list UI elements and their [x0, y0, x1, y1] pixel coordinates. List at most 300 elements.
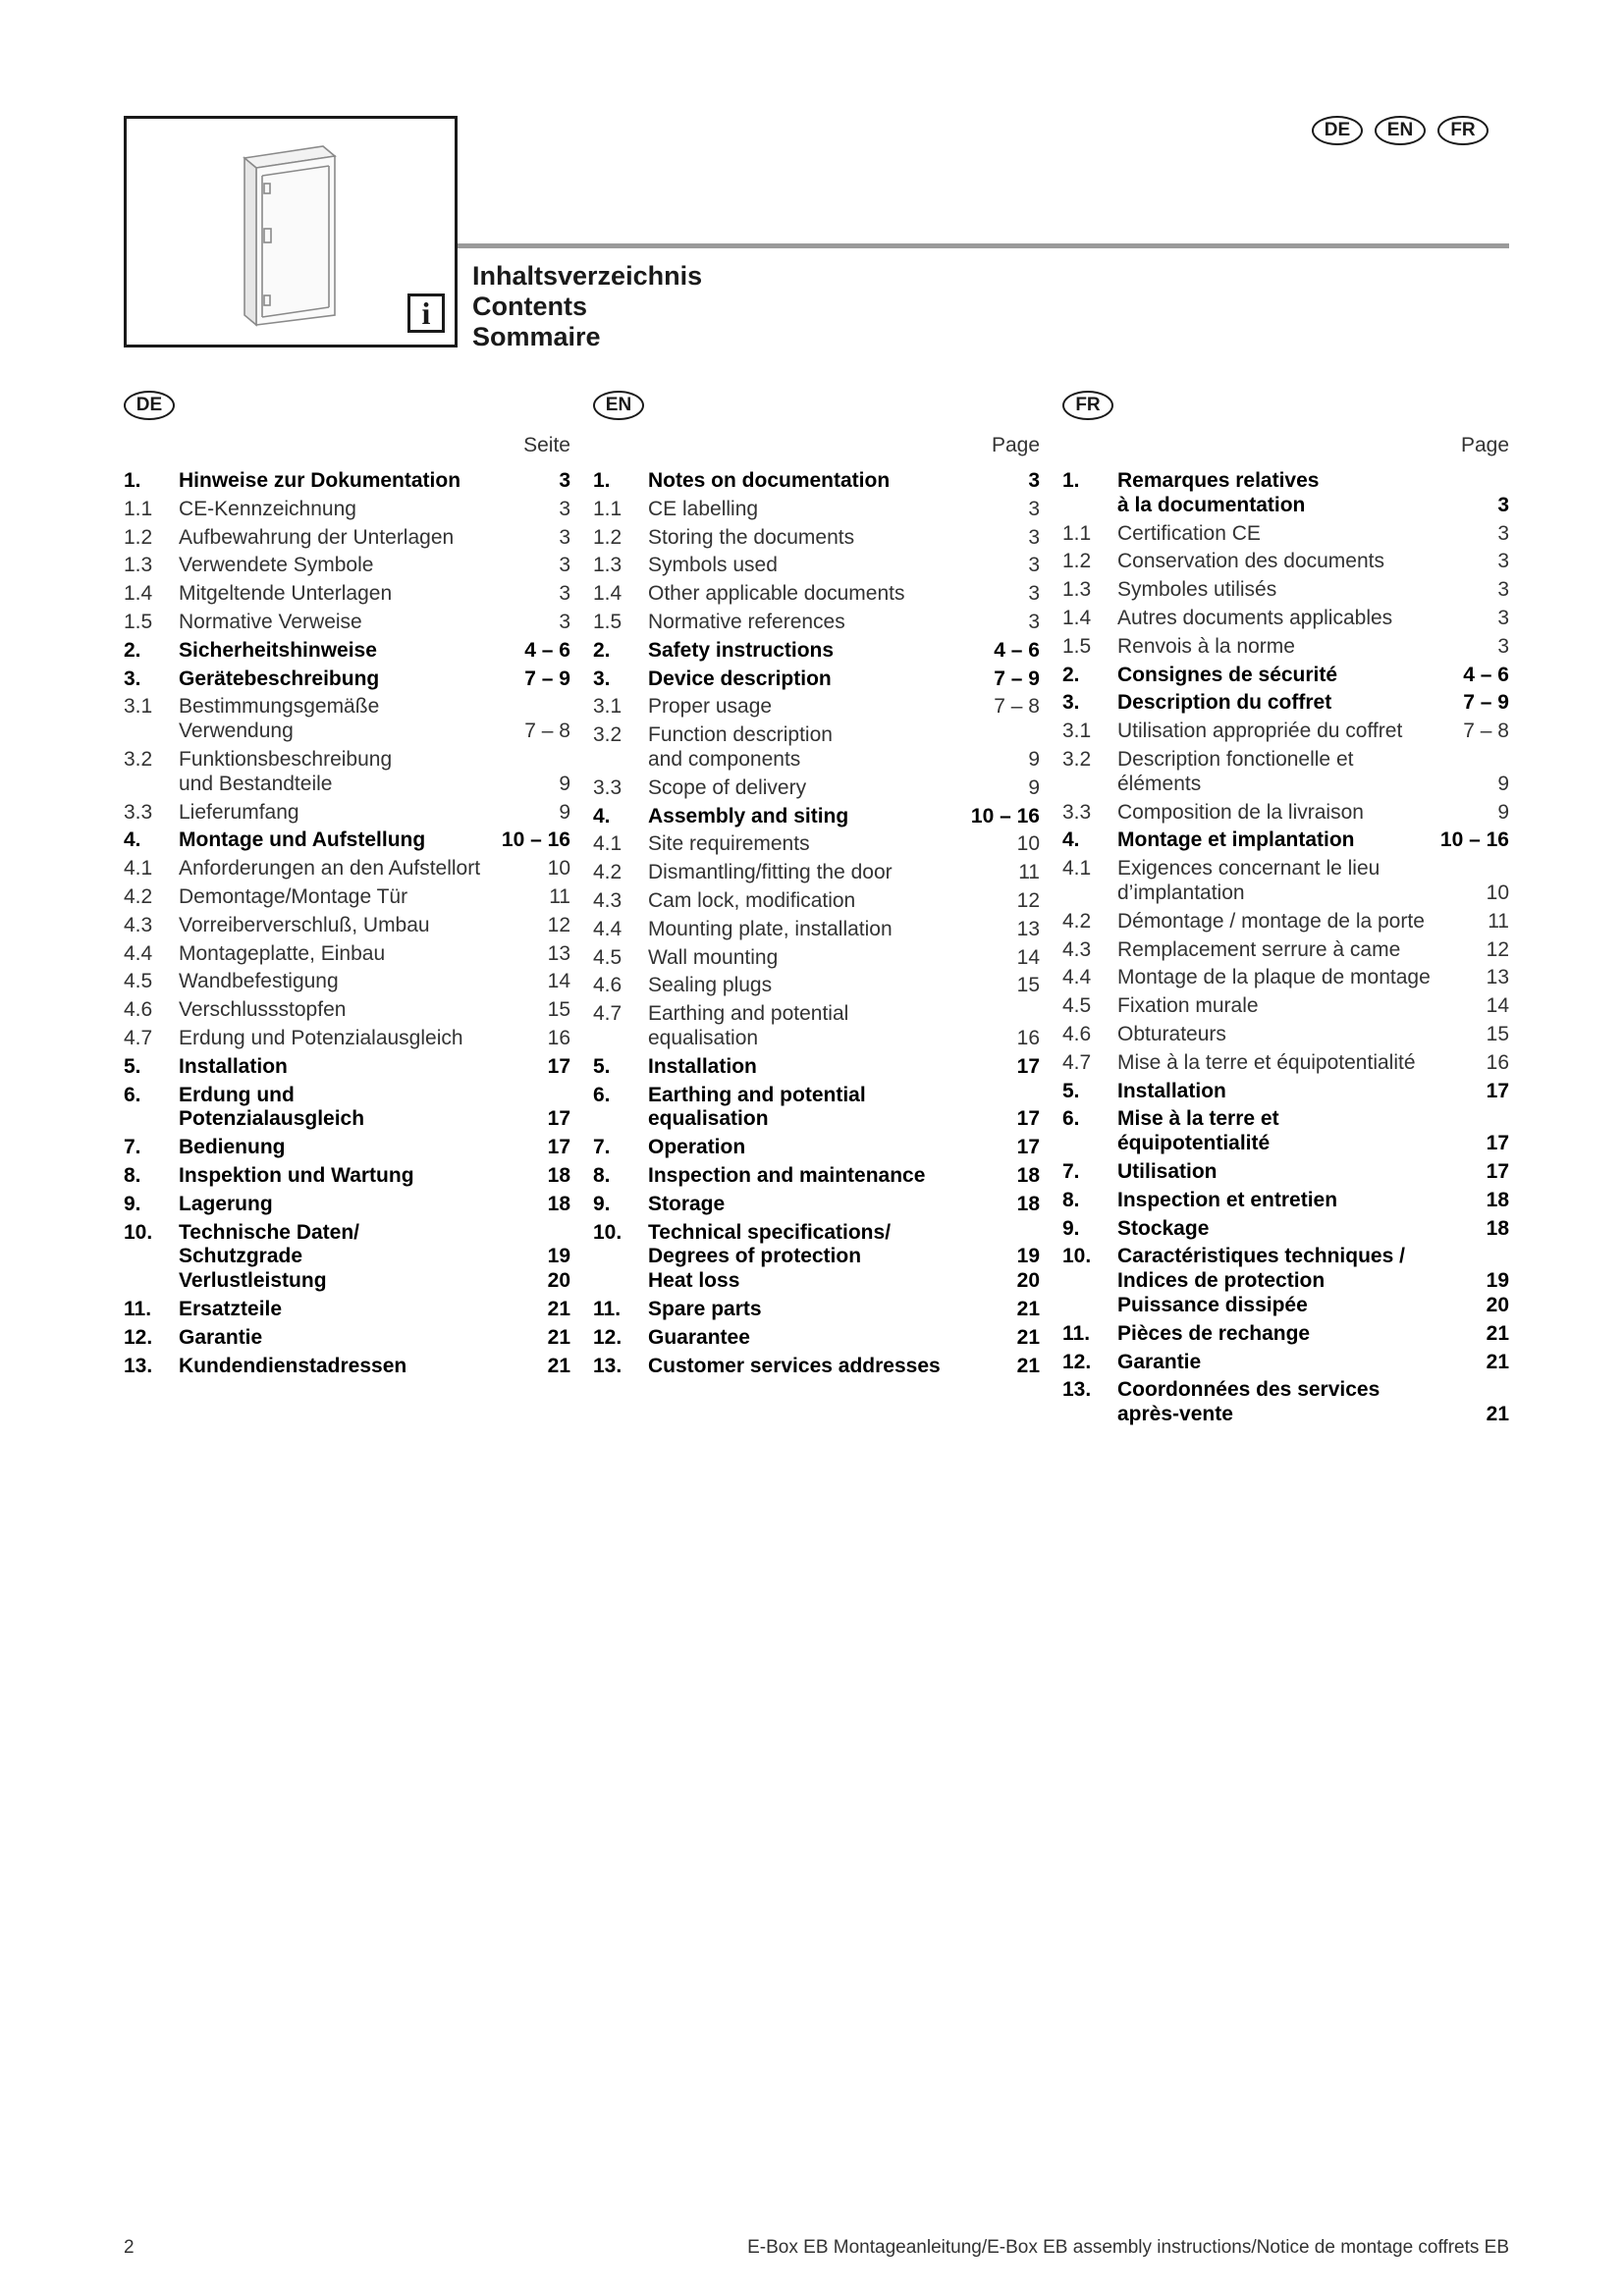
section-title: Wall mounting	[648, 945, 779, 969]
page-reference: 21	[1016, 1325, 1040, 1349]
page-reference: 21	[1016, 1354, 1040, 1377]
toc-entry	[593, 580, 1040, 609]
page-reference: 9	[1028, 747, 1040, 771]
section-number: 13.	[1062, 1378, 1092, 1402]
toc-entry	[593, 1353, 1040, 1381]
toc-entry	[124, 552, 570, 580]
section-title: Mounting plate, installation	[648, 917, 893, 940]
section-number: 1.5	[593, 610, 623, 633]
page-reference: 3	[1497, 521, 1509, 545]
page-reference: 15	[1486, 1022, 1509, 1045]
section-title: Fixation murale	[1117, 994, 1259, 1018]
section-number: 7.	[1062, 1159, 1080, 1183]
section-title: Inspection and maintenance	[648, 1163, 926, 1187]
section-number: 6.	[1062, 1107, 1080, 1131]
toc-entry	[124, 1162, 570, 1191]
section-number: 4.2	[1062, 909, 1092, 933]
section-title: Earthing and potential equalisation	[648, 1083, 866, 1131]
section-title: Exigences concernant le lieu d’implantation	[1117, 857, 1380, 904]
section-title: Dismantling/fitting the door	[648, 861, 893, 884]
section-number: 4.4	[593, 917, 623, 940]
toc-column-fr	[1062, 391, 1509, 1429]
page-reference: 7 – 8	[1463, 720, 1509, 743]
toc-entry	[124, 940, 570, 969]
section-title: Device description	[648, 667, 832, 690]
page-reference: 21	[1016, 1297, 1040, 1320]
toc-entry	[124, 1053, 570, 1082]
column-lang-badge: FR	[1062, 391, 1113, 420]
page-reference: 18	[1486, 1216, 1509, 1240]
section-title: Certification CE	[1117, 521, 1261, 545]
page-reference: 3	[1028, 554, 1040, 577]
section-title: Installation	[1117, 1079, 1226, 1102]
toc-entry	[124, 1191, 570, 1219]
page-reference: 3	[1497, 634, 1509, 658]
section-number: 4.7	[124, 1026, 153, 1049]
section-number: 1.1	[124, 497, 153, 520]
toc-entry	[124, 799, 570, 828]
page-reference: 7 – 9	[1463, 691, 1509, 715]
toc-entry	[593, 944, 1040, 973]
section-title: Inspektion und Wartung	[179, 1163, 414, 1187]
section-title: Démontage / montage de la porte	[1117, 909, 1425, 933]
page-reference: 18	[547, 1163, 570, 1187]
section-title: Installation	[179, 1054, 288, 1078]
section-number: 13.	[593, 1354, 623, 1377]
toc-entry	[1062, 992, 1509, 1021]
page-reference: 13	[1486, 966, 1509, 989]
toc-entry	[124, 496, 570, 524]
page-reference: 19 20	[1486, 1269, 1509, 1316]
page-reference: 11	[1488, 909, 1509, 933]
page-number: 2	[124, 2237, 135, 2258]
section-title: Description du coffret	[1117, 691, 1332, 715]
section-number: 13.	[124, 1354, 153, 1377]
section-title: Cam lock, modification	[648, 888, 856, 912]
section-title: Caractéristiques techniques / Indices de protection Puissance dissipée	[1117, 1245, 1405, 1316]
section-title: Autres documents applicables	[1117, 606, 1393, 629]
toc-entry	[124, 912, 570, 940]
page-reference: 3	[1028, 469, 1040, 492]
section-title: Mise à la terre et équipotentialité	[1117, 1050, 1416, 1074]
section-title: Garantie	[179, 1325, 263, 1349]
section-number: 1.1	[1062, 521, 1092, 545]
page-reference: 11	[549, 884, 570, 908]
toc-entry	[1062, 467, 1509, 520]
toc-entry	[593, 1134, 1040, 1162]
page-reference: 3	[559, 610, 570, 633]
section-number: 1.1	[593, 497, 623, 520]
page-reference: 10 – 16	[501, 828, 570, 852]
toc-entry	[593, 1162, 1040, 1191]
section-number: 4.6	[124, 998, 153, 1022]
section-title: Pièces de rechange	[1117, 1321, 1311, 1345]
page-reference: 17	[1016, 1136, 1040, 1159]
toc-entry	[593, 1082, 1040, 1135]
toc-entry	[124, 1324, 570, 1353]
toc-entry	[593, 774, 1040, 803]
toc-entry	[593, 721, 1040, 774]
page-title	[472, 261, 702, 352]
toc-entry	[1062, 1105, 1509, 1158]
section-number: 6.	[593, 1083, 611, 1106]
page-reference: 12	[1486, 937, 1509, 961]
section-title: Earthing and potential equalisation	[648, 1002, 849, 1049]
section-title: Utilisation appropriée du coffret	[1117, 720, 1403, 743]
page-reference: 3	[1497, 578, 1509, 602]
section-title: Stockage	[1117, 1216, 1210, 1240]
section-title: Consignes de sécurité	[1117, 663, 1338, 686]
section-number: 4.	[124, 828, 141, 852]
section-title: Inspection et entretien	[1117, 1188, 1338, 1211]
section-number: 10.	[593, 1220, 623, 1244]
section-number: 9.	[593, 1192, 611, 1215]
toc-entry	[1062, 827, 1509, 855]
page-reference: 17	[1016, 1107, 1040, 1131]
section-number: 1.	[593, 469, 611, 492]
toc-entry	[124, 609, 570, 637]
toc-entry	[1062, 1187, 1509, 1215]
toc-entry	[593, 1219, 1040, 1296]
section-title: Kundendienstadressen	[179, 1354, 407, 1377]
section-title: Symboles utilisés	[1117, 578, 1277, 602]
section-title: Lieferumfang	[179, 800, 299, 824]
toc-entry	[593, 666, 1040, 694]
toc-entry	[1062, 1376, 1509, 1429]
cabinet-illustration-box	[124, 116, 458, 347]
section-number: 3.	[124, 667, 141, 690]
section-number: 4.1	[593, 832, 623, 856]
section-title: Erdung und Potenzialausgleich	[179, 1026, 463, 1049]
toc-entry	[1062, 1049, 1509, 1078]
section-title: Gerätebeschreibung	[179, 667, 380, 690]
toc-entry	[1062, 936, 1509, 965]
page-reference: 17	[547, 1107, 570, 1131]
language-badges	[1312, 116, 1489, 145]
toc-entry	[593, 916, 1040, 944]
page-reference: 14	[1486, 994, 1509, 1018]
enclosure-drawing	[225, 129, 352, 335]
toc-entry	[124, 996, 570, 1025]
toc-entry	[593, 972, 1040, 1000]
title-divider	[458, 243, 1509, 248]
section-title: Aufbewahrung der Unterlagen	[179, 525, 455, 549]
section-title: Safety instructions	[648, 638, 835, 662]
page-reference: 13	[547, 941, 570, 965]
section-number: 4.2	[124, 884, 153, 908]
page-reference: 3	[1028, 610, 1040, 633]
section-number: 5.	[124, 1054, 141, 1078]
section-title: CE labelling	[648, 497, 759, 520]
page-reference: 7 – 8	[994, 695, 1040, 719]
toc-entry	[1062, 576, 1509, 605]
section-title: Montageplatte, Einbau	[179, 941, 386, 965]
section-title: Funktionsbeschreibung und Bestandteile	[179, 747, 393, 795]
page-reference: 21	[547, 1325, 570, 1349]
page-reference: 10 – 16	[1439, 828, 1509, 852]
section-title: Obturateurs	[1117, 1022, 1226, 1045]
section-number: 7.	[593, 1136, 611, 1159]
toc-entry	[593, 830, 1040, 859]
section-number: 1.4	[124, 582, 153, 606]
section-number: 1.2	[124, 525, 153, 549]
section-number: 1.5	[124, 610, 153, 633]
section-number: 4.6	[593, 974, 623, 997]
page-reference: 14	[1016, 945, 1040, 969]
section-title: Wandbefestigung	[179, 970, 339, 993]
page-reference: 21	[547, 1297, 570, 1320]
page-reference: 3	[1497, 550, 1509, 573]
section-title: Site requirements	[648, 832, 810, 856]
toc-entry	[593, 1324, 1040, 1353]
page-reference: 3	[559, 554, 570, 577]
section-title: Other applicable documents	[648, 582, 905, 606]
page-footer	[124, 2237, 1509, 2259]
section-number: 3.1	[124, 695, 153, 719]
section-number: 10.	[124, 1220, 153, 1244]
section-number: 4.4	[124, 941, 153, 965]
section-number: 4.5	[593, 945, 623, 969]
page-reference: 9	[1497, 772, 1509, 795]
toc-entry	[593, 1191, 1040, 1219]
section-title: Spare parts	[648, 1297, 762, 1320]
section-number: 8.	[1062, 1188, 1080, 1211]
section-number: 8.	[124, 1163, 141, 1187]
toc-entry	[124, 1082, 570, 1135]
page-reference: 3	[1028, 525, 1040, 549]
section-title: Bedienung	[179, 1136, 286, 1159]
page-reference: 3	[559, 469, 570, 492]
toc-entry	[124, 580, 570, 609]
toc-entry	[124, 1219, 570, 1296]
section-title: CE-Kennzeichnung	[179, 497, 356, 520]
section-number: 3.2	[124, 747, 153, 771]
title-en: Contents	[472, 292, 587, 321]
section-number: 4.1	[124, 857, 153, 881]
section-number: 3.1	[1062, 720, 1092, 743]
toc-entry	[1062, 1349, 1509, 1377]
toc-entry	[1062, 964, 1509, 992]
toc-entry	[124, 637, 570, 666]
section-number: 12.	[593, 1325, 623, 1349]
toc-entry	[1062, 1158, 1509, 1187]
page-reference: 4 – 6	[524, 638, 570, 662]
toc-entry	[124, 693, 570, 746]
section-title: Montage et implantation	[1117, 828, 1355, 852]
page-reference: 17	[1486, 1132, 1509, 1155]
page-reference: 7 – 9	[524, 667, 570, 690]
section-number: 3.3	[1062, 800, 1092, 824]
page-reference: 19 20	[1016, 1245, 1040, 1293]
toc-entry	[1062, 662, 1509, 690]
section-number: 11.	[1062, 1321, 1091, 1345]
toc-entry	[1062, 605, 1509, 633]
section-number: 3.2	[1062, 747, 1092, 771]
toc-entry	[124, 746, 570, 799]
lang-badge-fr: FR	[1437, 116, 1489, 145]
section-title: Utilisation	[1117, 1159, 1218, 1183]
toc-entry	[1062, 746, 1509, 799]
toc-entry	[124, 1025, 570, 1053]
page-reference: 14	[547, 970, 570, 993]
toc-column-de	[124, 391, 570, 1380]
section-number: 1.2	[593, 525, 623, 549]
section-number: 5.	[593, 1054, 611, 1078]
page-reference: 4 – 6	[994, 638, 1040, 662]
section-title: Hinweise zur Dokumentation	[179, 469, 461, 492]
section-number: 12.	[1062, 1350, 1092, 1373]
info-icon: i	[407, 294, 445, 333]
page-reference: 17	[1486, 1159, 1509, 1183]
column-lang-badge: EN	[593, 391, 644, 420]
toc-entry	[1062, 908, 1509, 936]
section-number: 3.3	[593, 775, 623, 799]
section-number: 1.3	[124, 554, 153, 577]
page-reference: 18	[1486, 1188, 1509, 1211]
section-number: 12.	[124, 1325, 153, 1349]
section-number: 1.4	[593, 582, 623, 606]
page-reference: 17	[1486, 1079, 1509, 1102]
page-reference: 3	[559, 525, 570, 549]
section-title: Garantie	[1117, 1350, 1202, 1373]
section-title: Customer services addresses	[648, 1354, 941, 1377]
section-title: Description fonctionelle et éléments	[1117, 747, 1354, 795]
page-reference: 17	[547, 1136, 570, 1159]
title-de: Inhaltsverzeichnis	[472, 261, 703, 291]
section-number: 11.	[593, 1297, 622, 1320]
section-number: 1.3	[593, 554, 623, 577]
page-reference: 21	[1486, 1403, 1509, 1426]
page-reference: 3	[1497, 493, 1509, 516]
section-title: Storage	[648, 1192, 726, 1215]
section-title: Demontage/Montage Tür	[179, 884, 408, 908]
toc-entry	[124, 855, 570, 883]
section-number: 4.6	[1062, 1022, 1092, 1045]
page-reference: 3	[559, 582, 570, 606]
page-reference: 3	[1028, 497, 1040, 520]
toc-column-en	[593, 391, 1040, 1380]
toc-entry	[124, 1296, 570, 1324]
section-title: Composition de la livraison	[1117, 800, 1364, 824]
section-number: 4.7	[1062, 1050, 1092, 1074]
section-number: 1.5	[1062, 634, 1092, 658]
page-reference: 12	[547, 913, 570, 936]
toc-entry	[593, 887, 1040, 916]
page-reference: 15	[1016, 974, 1040, 997]
page-reference: 9	[1497, 800, 1509, 824]
page-reference: 7 – 9	[994, 667, 1040, 690]
section-number: 1.	[1062, 469, 1080, 492]
section-title: Operation	[648, 1136, 746, 1159]
toc-entry	[593, 1296, 1040, 1324]
section-title: Sicherheitshinweise	[179, 638, 377, 662]
section-title: Erdung und Potenzialausgleich	[179, 1083, 365, 1131]
document-title: E-Box EB Montageanleitung/E-Box EB assembly instructions/Notice de montage coffrets EB	[747, 2237, 1509, 2258]
toc-entry	[124, 883, 570, 912]
page-reference: 10	[1486, 881, 1509, 904]
toc-entry	[1062, 855, 1509, 908]
toc-entry	[593, 496, 1040, 524]
section-title: Normative Verweise	[179, 610, 362, 633]
section-title: Ersatzteile	[179, 1297, 283, 1320]
section-title: Verwendete Symbole	[179, 554, 374, 577]
section-title: Mitgeltende Unterlagen	[179, 582, 393, 606]
toc-entry	[1062, 799, 1509, 828]
section-title: Bestimmungsgemäße Verwendung	[179, 695, 380, 743]
toc-entry	[1062, 1021, 1509, 1049]
title-fr: Sommaire	[472, 322, 601, 351]
section-number: 2.	[1062, 663, 1080, 686]
toc-entry	[593, 524, 1040, 553]
section-title: Technische Daten/ Schutzgrade Verlustleistung	[179, 1220, 359, 1293]
section-number: 4.4	[1062, 966, 1092, 989]
lang-badge-de: DE	[1312, 116, 1363, 145]
page-reference: 10	[1016, 832, 1040, 856]
page-reference: 11	[1018, 861, 1040, 884]
lang-badge-en: EN	[1375, 116, 1426, 145]
section-number: 9.	[124, 1192, 141, 1215]
section-title: Proper usage	[648, 695, 773, 719]
toc-entry	[1062, 1243, 1509, 1319]
toc-entry	[124, 968, 570, 996]
section-title: Montage und Aufstellung	[179, 828, 426, 852]
page-reference: 16	[547, 1026, 570, 1049]
section-title: Guarantee	[648, 1325, 750, 1349]
page-reference: 9	[559, 772, 570, 795]
section-title: Lagerung	[179, 1192, 273, 1215]
toc-entry	[593, 1053, 1040, 1082]
section-title: Anforderungen an den Aufstellort	[179, 857, 481, 881]
page-reference: 4 – 6	[1463, 663, 1509, 686]
page-reference: 18	[547, 1192, 570, 1215]
section-title: Installation	[648, 1054, 757, 1078]
toc-entry	[593, 1000, 1040, 1053]
section-title: Remplacement serrure à came	[1117, 937, 1401, 961]
section-number: 3.1	[593, 695, 623, 719]
section-number: 8.	[593, 1163, 611, 1187]
page-reference: 16	[1016, 1026, 1040, 1049]
section-number: 4.3	[1062, 937, 1092, 961]
section-number: 1.3	[1062, 578, 1092, 602]
toc-entry	[1062, 633, 1509, 662]
toc-entry	[1062, 689, 1509, 718]
page-reference: 3	[559, 497, 570, 520]
section-number: 3.	[1062, 691, 1080, 715]
page-column-label: Page	[1460, 434, 1509, 456]
toc-entry	[124, 524, 570, 553]
section-number: 6.	[124, 1083, 141, 1106]
toc-entry	[593, 803, 1040, 831]
section-number: 4.	[1062, 828, 1080, 852]
toc-entry	[593, 552, 1040, 580]
section-number: 4.7	[593, 1002, 623, 1026]
toc-list	[593, 467, 1040, 1380]
column-lang-badge: DE	[124, 391, 175, 420]
toc-entry	[1062, 1215, 1509, 1244]
toc-entry	[124, 827, 570, 855]
toc-entry	[1062, 548, 1509, 576]
section-title: Verschlussstopfen	[179, 998, 347, 1022]
section-number: 3.3	[124, 800, 153, 824]
page-reference: 21	[1486, 1321, 1509, 1345]
page-column-label: Seite	[523, 434, 570, 456]
section-number: 4.3	[124, 913, 153, 936]
page-column-label: Page	[991, 434, 1040, 456]
section-title: Assembly and siting	[648, 804, 849, 828]
page-reference: 12	[1016, 888, 1040, 912]
section-number: 9.	[1062, 1216, 1080, 1240]
section-number: 1.2	[1062, 550, 1092, 573]
